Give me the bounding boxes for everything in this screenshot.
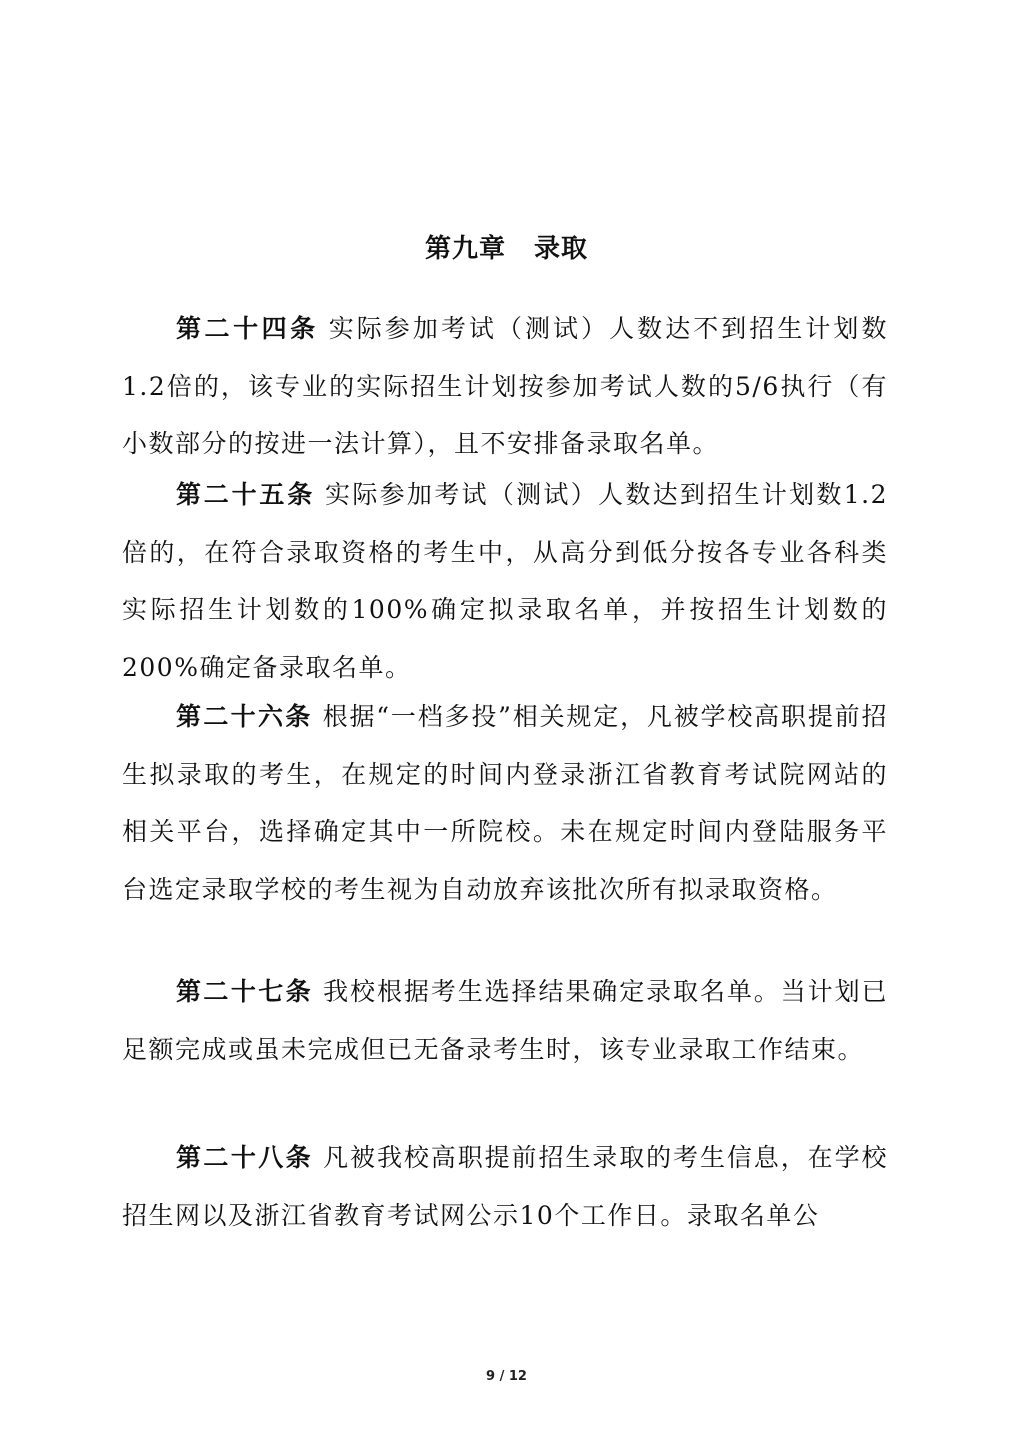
article-number: 第二十四条 <box>176 314 319 343</box>
chapter-title <box>0 228 1013 270</box>
article-25 <box>122 466 888 696</box>
article-text: 实际参加考试（测试）人数达不到招生计划数1.2倍的，该专业的实际招生计划按参加考试人数的5/6执行（有小数部分的按进一法计算），且不安排备录取名单。 <box>122 314 888 458</box>
article-number: 第二十六条 <box>176 702 313 731</box>
page-number: 9 / 12 <box>486 1369 527 1384</box>
article-text: 我校根据考生选择结果确定录取名单。当计划已足额完成或虽未完成但已无备录考生时，该专业录取工作结束。 <box>122 977 888 1064</box>
article-text: 根据“一档多投”相关规定，凡被学校高职提前招生拟录取的考生，在规定的时间内登录浙江省教育考试院网站的相关平台，选择确定其中一所院校。未在规定时间内登陆服务平台选定录取学校的考生视为自动放弃该批次所有拟录取资格。 <box>122 702 888 904</box>
chapter-number: 第九章 <box>424 234 506 264</box>
article-number: 第二十五条 <box>176 480 316 509</box>
article-number: 第二十七条 <box>176 977 314 1006</box>
article-28 <box>122 1129 888 1244</box>
article-26 <box>122 688 888 918</box>
article-number: 第二十八条 <box>176 1143 314 1172</box>
article-27 <box>122 963 888 1078</box>
article-text: 实际参加考试（测试）人数达到招生计划数1.2倍的，在符合录取资格的考生中，从高分到低分按各专业各科类实际招生计划数的100%确定拟录取名单，并按招生计划数的200%确定备录取名单。 <box>122 480 888 682</box>
chapter-name: 录取 <box>534 234 589 264</box>
article-text: 凡被我校高职提前招生录取的考生信息，在学校招生网以及浙江省教育考试网公示10个工作日。录取名单公 <box>122 1143 888 1230</box>
article-24 <box>122 300 888 473</box>
